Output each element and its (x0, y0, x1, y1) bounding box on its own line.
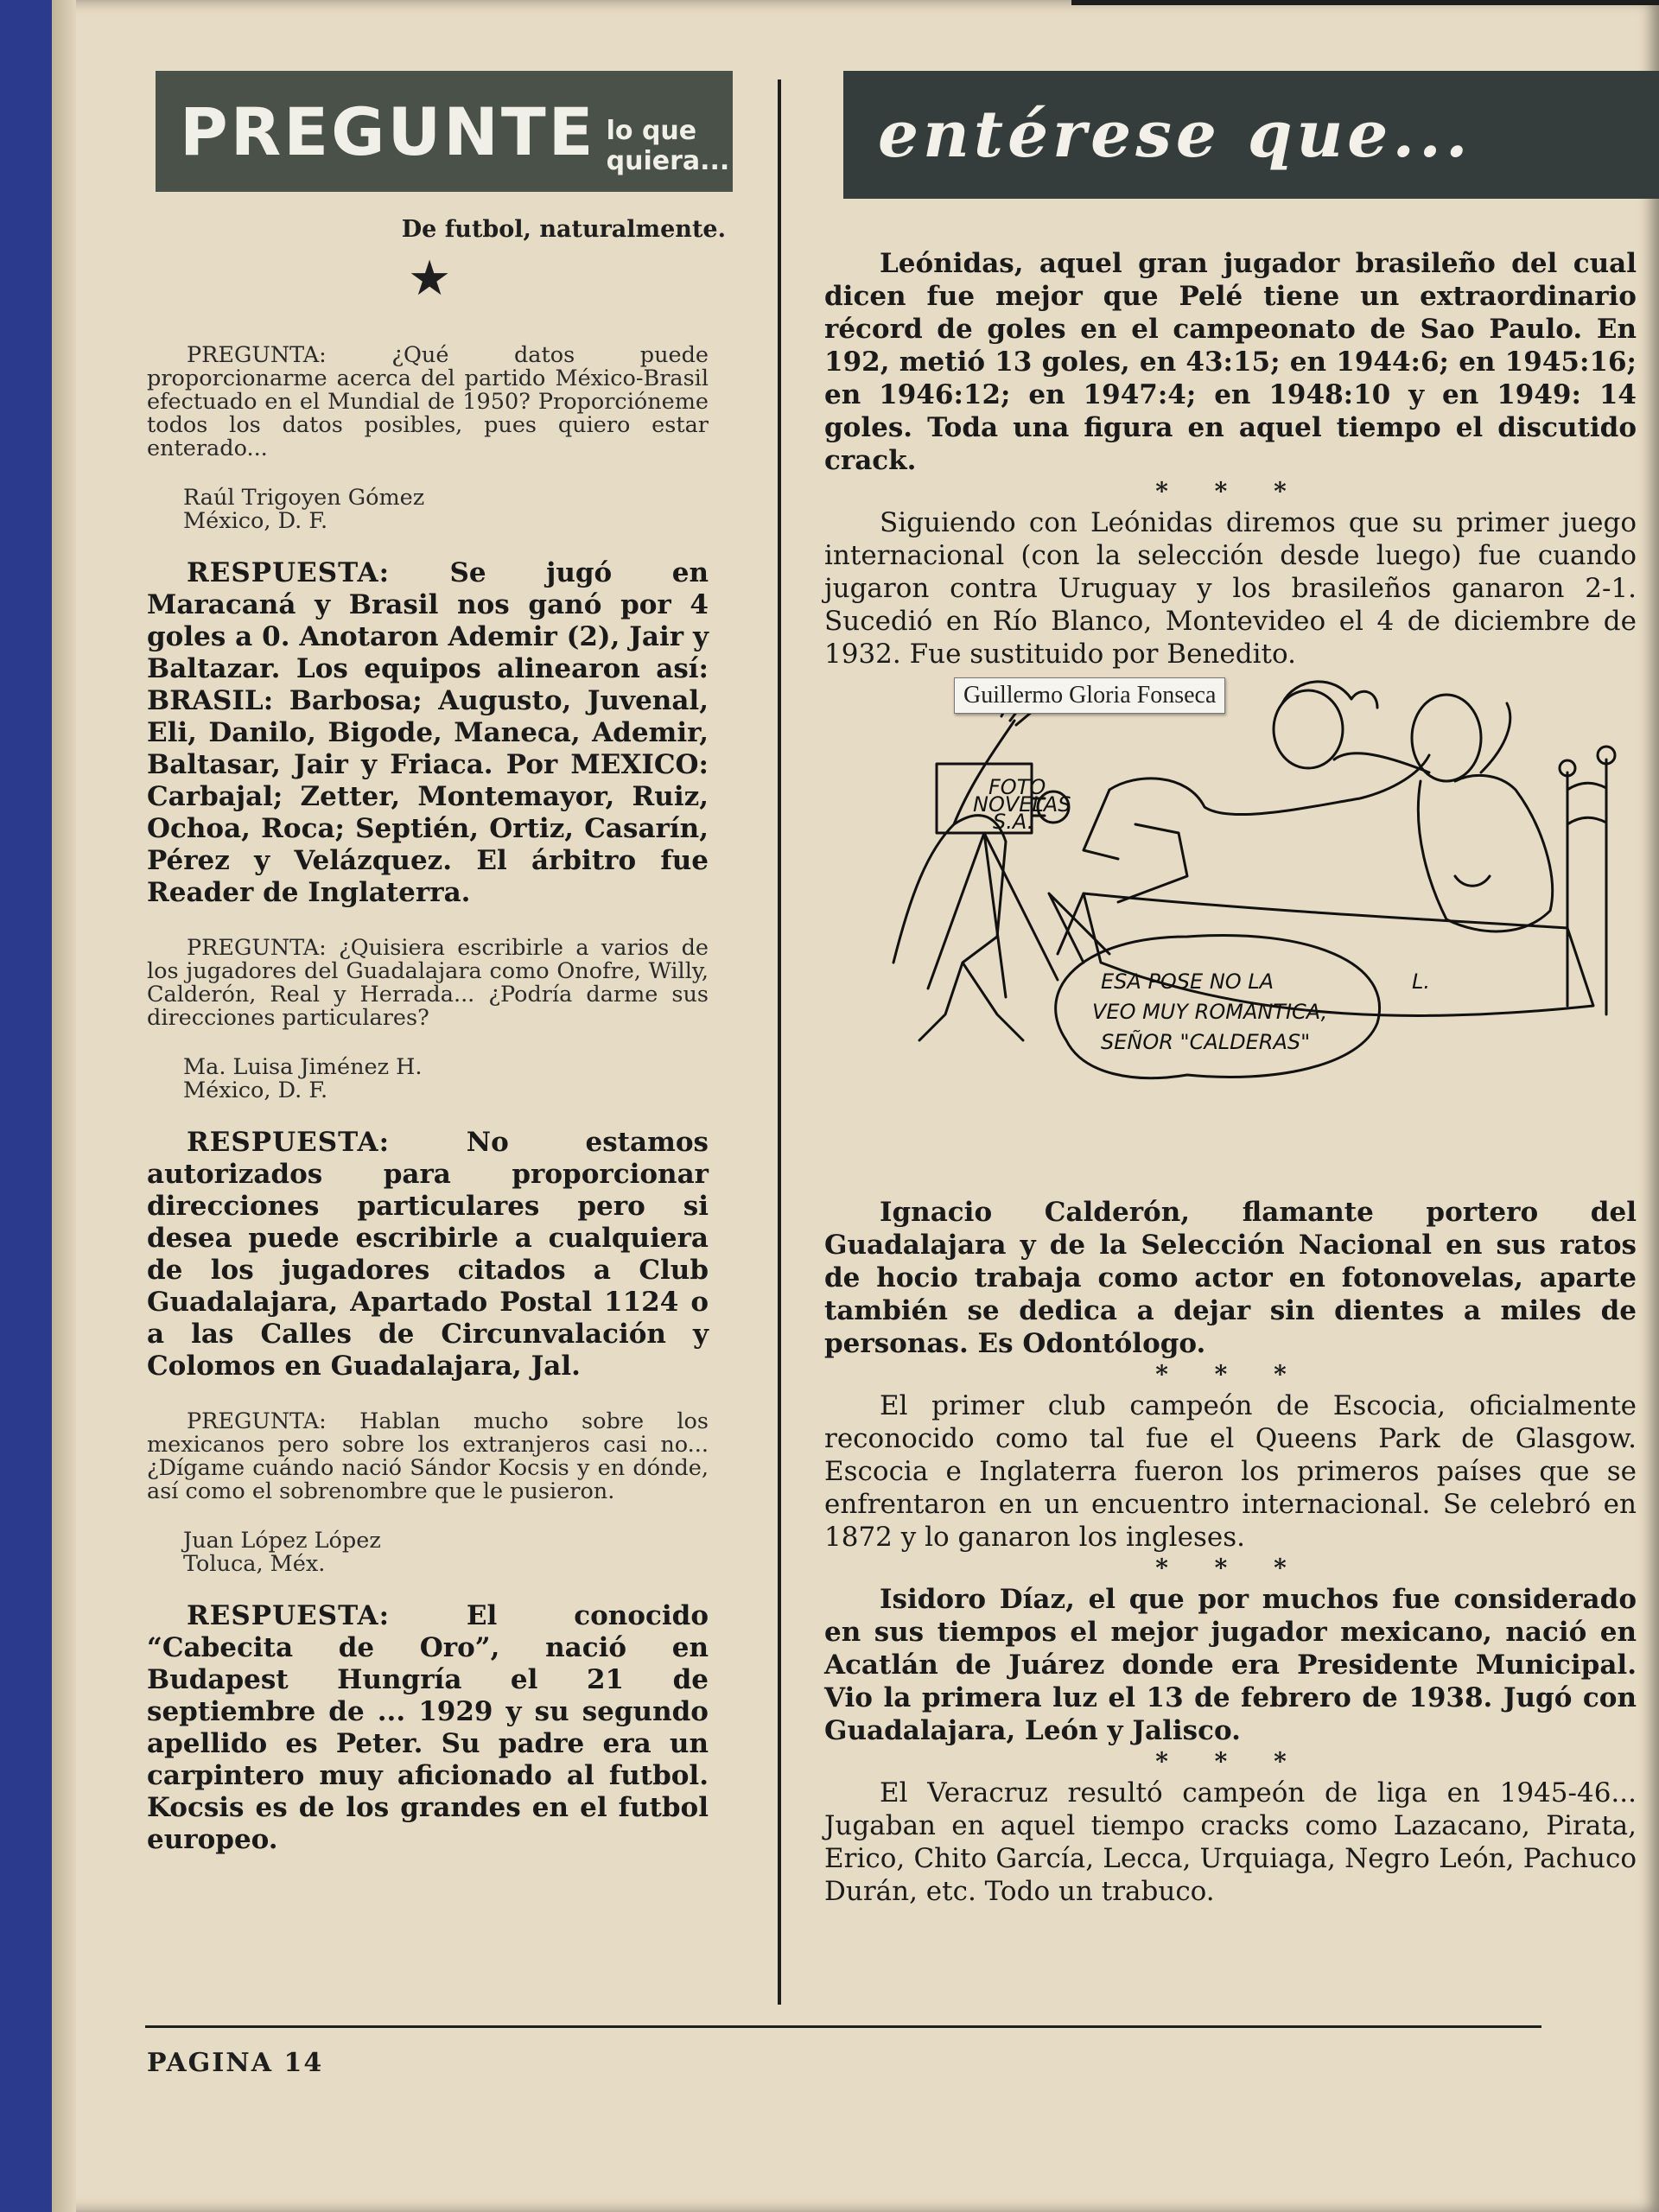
camera-label-3: S.A. (993, 810, 1034, 834)
footer-rule (145, 2025, 1541, 2028)
question-2: PREGUNTA: ¿Quisiera escribirle a varios de los jugadores del Guadalajara como Onofre, Willy, Calderón, Real y Herrada... ¿Podría darme sus direcciones particulares? (147, 935, 709, 1031)
answer-1 (147, 557, 709, 909)
asker-name: Raúl Trigoyen Gómez (183, 485, 425, 511)
star-icon: ★ (408, 251, 452, 307)
top-strip (1071, 0, 1659, 5)
speech-line-3: SEÑOR "CALDERAS" (1101, 1030, 1311, 1054)
asker-place: Toluca, Méx. (183, 1551, 326, 1577)
signature-3 (147, 1529, 709, 1576)
asker-place: México, D. F. (183, 1077, 328, 1103)
answer-2 (147, 1127, 709, 1382)
question-3: PREGUNTA: Hablan mucho sobre los mexicanos pero sobre los extranjeros casi no... ¿Dígame cuándo nació Sándor Kocsis y en dónde, así como el sobrenombre que le pusieron. (147, 1408, 709, 1504)
speech-line-2: VEO MUY ROMANTICA, (1092, 1000, 1328, 1024)
page-number: PAGINA 14 (147, 2048, 324, 2078)
camera-label-1: FOTO (988, 775, 1046, 799)
answer-text: Se jugó en Maracaná y Brasil nos ganó por 4 goles a 0. Anotaron Ademir (2), Jair y Baltazar. Los equipos alinearon así: BRASIL: Barbosa; Augusto, Juvenal, Eli, Danilo, Bigode, Maneca, Ademir, Baltasar, Jair y Friaca. Por MEXICO: Carbajal; Zetter, Montemayor, Ruiz, Ochoa, Roca; Septién, Ortiz, Casarín, Pérez y Velázquez. El árbitro fue Reader de Inglaterra. (147, 557, 709, 908)
name-tag: Guillermo Gloria Fonseca (954, 677, 1225, 714)
separator: * * * (1155, 1747, 1306, 1776)
speech-line-1: ESA POSE NO LA (1101, 969, 1274, 994)
bed-headboard (1567, 760, 1606, 1014)
news-item-veracruz: El Veracruz resultó campeón de liga en 1945-46... Jugaban en aquel tiempo cracks como Lazacano, Pirata, Erico, Chito García, Lecca, Urquiaga, Negro León, Pachuco Durán, etc. Todo un trabuco. (824, 1777, 1637, 1907)
news-column (824, 247, 1637, 1908)
asker-name: Ma. Luisa Jiménez H. (183, 1054, 423, 1080)
answer-label: RESPUESTA: (187, 1600, 391, 1631)
asker-place: México, D. F. (183, 508, 328, 534)
pregunte-header (156, 71, 733, 192)
separator: * * * (1155, 1360, 1306, 1389)
news-item-leonidas-goals: Leónidas, aquel gran jugador brasileño del cual dicen fue mejor que Pelé tiene un extraordinario récord de goles en el campeonato de Sao Paulo. En 192, metió 13 goles, en 43:15; en 1944:6; en 1945:16; en 1946:12; en 1947:4; en 1948:10 y en 1949: 14 goles. Toda una figura en aquel tiempo el discutido crack. (824, 248, 1637, 476)
news-item-isidoro-diaz: Isidoro Díaz, el que por muchos fue considerado en sus tiempos el mejor jugador mexicano, nació en Acatlán de Juárez donde era Presidente Municipal. Vio la primera luz el 13 de febrero de 1938. Jugó con Guadalajara, León y Jalisco. (824, 1584, 1637, 1746)
separator: * * * (1155, 1554, 1306, 1582)
news-item-calderon: Ignacio Calderón, flamante portero del Guadalajara y de la Selección Nacional en sus ratos de hocio trabaja como actor en fotonovelas, aparte también se dedica a dejar sin dientes a miles de personas. Es Odontólogo. (824, 1197, 1637, 1359)
answer-text: No estamos autorizados para proporcionar direcciones particulares pero si desea puede escribirle a cualquiera de los jugadores citados a Club Guadalajara, Apartado Postal 1124 o a las Calles de Circunvalación y Colomos en Guadalajara, Jal. (147, 1127, 709, 1382)
cartoon-drawing (824, 677, 1637, 1161)
enterese-header (843, 71, 1659, 199)
news-item-escocia: El primer club campeón de Escocia, oficialmente reconocido como tal fue el Queens Park de Glasgow. Escocia e Inglaterra fueron los primeros países que se enfrentaron en un encuentro internacional. Se celebró en 1872 y lo ganaron los ingleses. (824, 1390, 1637, 1553)
section-subheading: De futbol, naturalmente. (401, 216, 726, 243)
column-divider (778, 79, 781, 2005)
camera-label-2: NOVELAS (973, 792, 1071, 817)
separator: * * * (1155, 477, 1306, 505)
question-1: PREGUNTA: ¿Qué datos puede proporcionarme acerca del partido México-Brasil efectuado en el Mundial de 1950? Proporcióneme todos los datos posibles, pues quiero estar enterado... (147, 342, 709, 461)
answer-text: El conocido “Cabecita de Oro”, nació en Budapest Hungría el 21 de septiembre de ... 1929 y su segundo apellido es Peter. Su padre era un carpintero muy aficionado al futbol. Kocsis es de los grandes en el futbol europeo. (147, 1600, 709, 1855)
answer-3 (147, 1600, 709, 1856)
asker-name: Juan López López (183, 1528, 381, 1554)
signature-2 (147, 1056, 709, 1103)
cartoon-illustration (824, 677, 1637, 1161)
enterese-title: entérese que... (878, 98, 1472, 172)
woman-head (1412, 695, 1481, 781)
artist-signature: L. (1412, 969, 1430, 994)
pregunte-subtitle: lo que quiera... (606, 116, 730, 176)
news-item-leonidas-debut: Siguiendo con Leónidas diremos que su primer juego internacional (con la selección desde luego) fue cuando jugaron contra Uruguay y los brasileños ganaron 2-1. Sucedió en Río Blanco, Montevideo el 4 de diciembre de 1932. Fue sustituido por Benedito. (824, 507, 1637, 670)
pregunte-title: PREGUNTE (180, 92, 596, 170)
qa-column (147, 344, 709, 1884)
answer-label: RESPUESTA: (187, 557, 391, 588)
answer-label: RESPUESTA: (187, 1127, 391, 1158)
page-edge (52, 0, 76, 2212)
signature-1 (147, 486, 709, 533)
